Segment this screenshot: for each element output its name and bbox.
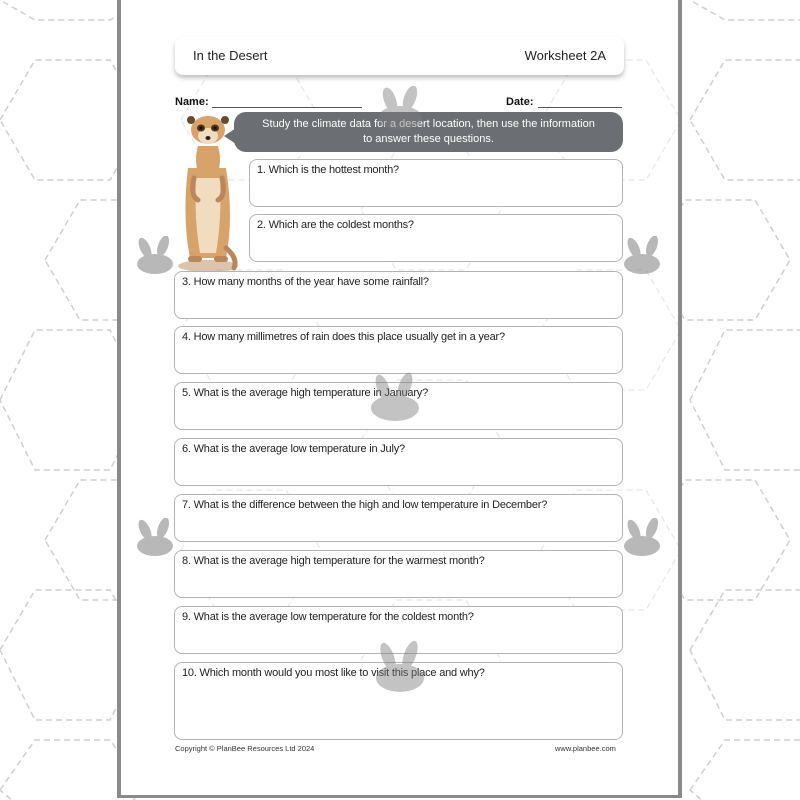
footer-website[interactable]: www.planbee.com — [555, 744, 616, 753]
watermark-icon — [125, 236, 185, 280]
question-4-text: 4. How many millimetres of rain does this place usually get in a year? — [182, 331, 505, 343]
instructions-line-1: Study the climate data for a desert location, then use the information — [262, 118, 595, 130]
watermark-icon — [125, 518, 185, 562]
question-10-text: 10. Which month would you most like to visit this place and why? — [182, 667, 485, 679]
question-9-text: 9. What is the average low temperature for the coldest month? — [182, 611, 474, 623]
watermark-icon — [360, 86, 440, 136]
watermark-icon — [355, 640, 445, 700]
question-2-text: 2. Which are the coldest months? — [257, 219, 414, 231]
question-box-4[interactable] — [174, 326, 623, 374]
question-3-text: 3. How many months of the year have some rainfall? — [182, 276, 429, 288]
watermark-icon — [612, 236, 672, 280]
question-5-text: 5. What is the average high temperature in January? — [182, 387, 429, 399]
instructions-line-2: to answer these questions. — [363, 133, 494, 145]
name-label: Name: — [175, 96, 209, 108]
watermark-icon — [350, 372, 440, 428]
worksheet-title: In the Desert — [193, 48, 268, 63]
watermark-icon — [612, 518, 672, 562]
question-7-text: 7. What is the difference between the high and low temperature in December? — [182, 499, 548, 511]
date-field-line[interactable] — [538, 107, 622, 108]
date-label: Date: — [506, 96, 534, 108]
worksheet-number: Worksheet 2A — [524, 48, 606, 63]
question-1-text: 1. Which is the hottest month? — [257, 164, 399, 176]
question-box-7[interactable] — [174, 494, 623, 542]
question-6-text: 6. What is the average low temperature in July? — [182, 443, 405, 455]
question-box-6[interactable] — [174, 438, 623, 486]
question-box-3[interactable] — [174, 271, 623, 319]
question-box-1[interactable] — [249, 159, 623, 207]
worksheet-header — [175, 37, 624, 75]
question-8-text: 8. What is the average high temperature for the warmest month? — [182, 555, 485, 567]
question-box-8[interactable] — [174, 550, 623, 598]
footer-copyright: Copyright © PlanBee Resources Ltd 2024 — [175, 744, 315, 753]
question-box-2[interactable] — [249, 214, 623, 262]
